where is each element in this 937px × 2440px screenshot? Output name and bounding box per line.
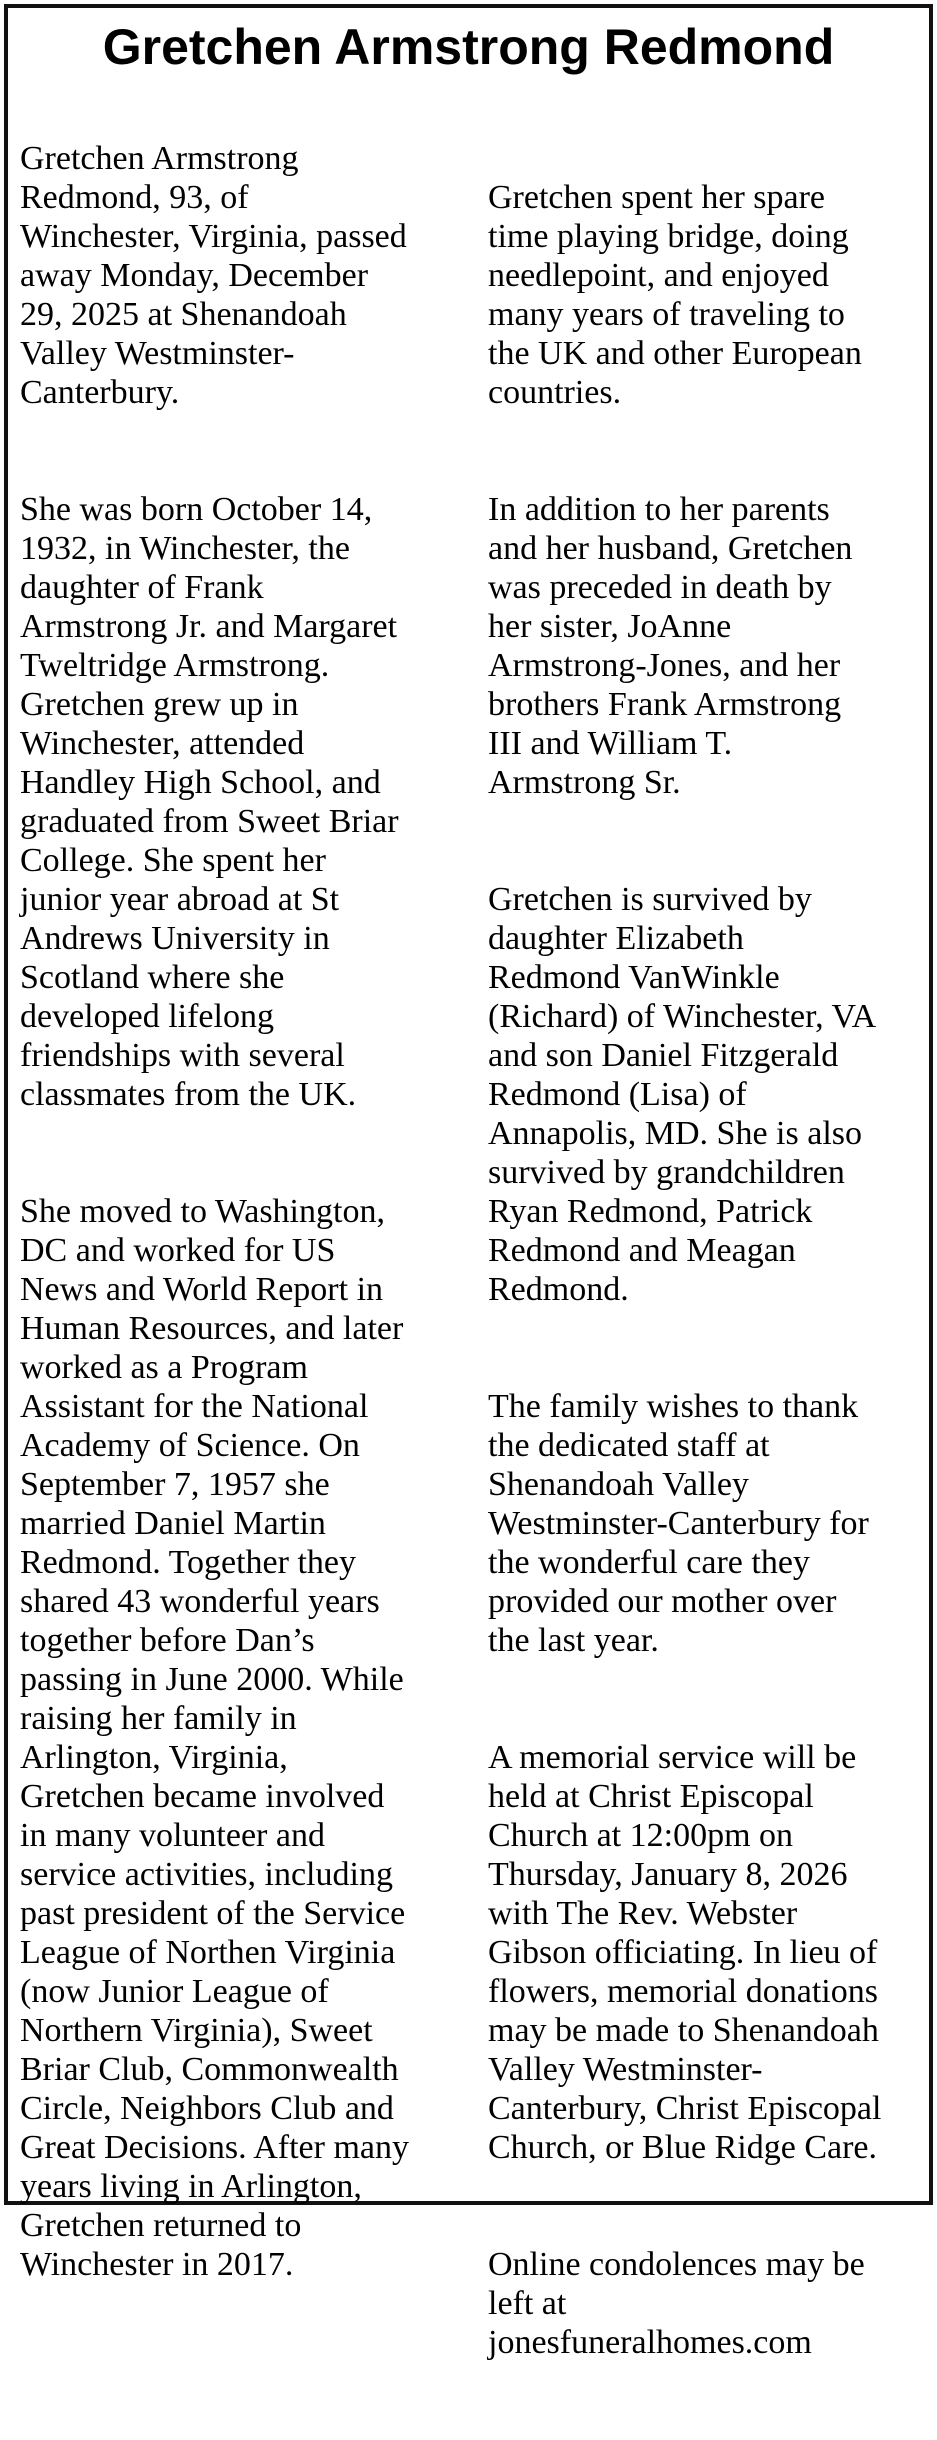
paragraph-thanks: The family wishes to thank the dedicated staff at Shenandoah Valley Westminster-Canterbury for the wonderful care they provided our mother over the last year. [488,1388,869,1659]
paragraph-preceded-in-death: In addition to her parents and her husband, Gretchen was preceded in death by her sister, JoAnne Armstrong-Jones, and her brothers Frank Armstrong III and William T. Armstrong Sr. [488,491,853,801]
right-column [488,139,926,2440]
paragraph-hobbies: Gretchen spent her spare time playing bridge, doing needlepoint, and enjoyed many years of traveling to the UK and other European countries. [488,179,862,411]
paragraph-condolences: Online condolences may be left at jonesfuneralhomes.com [488,2246,865,2361]
paragraph-early-life: She was born October 14, 1932, in Winchester, the daughter of Frank Armstrong Jr. and Margaret Tweltridge Armstrong. Gretchen grew up in Winchester, attended Handley High School, and graduated from Sweet Briar College. She spent her junior year abroad at St Andrews University in Scotland where she developed lifelong friendships with several classmates from the UK. [20,491,399,1113]
obituary-title: Gretchen Armstrong Redmond [102,19,835,75]
paragraph-death-notice: Gretchen Armstrong Redmond, 93, of Winchester, Virginia, passed away Monday, December 29, 2025 at Shenandoah Valley Westminster- Canterbury. [20,140,407,411]
obituary-frame [4,4,933,2361]
paragraph-survivors: Gretchen is survived by daughter Elizabeth Redmond VanWinkle (Richard) of Winchester, VA and son Daniel Fitzgerald Redmond (Lisa) of Annapolis, MD. She is also survived by grandchildren Ryan Redmond, Patrick Redmond and Meagan Redmond. [488,881,877,1308]
paragraph-career-family: She moved to Washington, DC and worked for US News and World Report in Human Resources, and later worked as a Program Assistant for the National Academy of Science. On September 7, 1957 she married Daniel Martin Redmond. Together they shared 43 wonderful years together before Dan’s passing in June 2000. While raising her family in Arlington, Virginia, Gretchen became involved in many volunteer and service activities, including past president of the Service League of Northen Virginia (now Junior League of Northern Virginia), Sweet Briar Club, Commonwealth Circle, Neighbors Club and Great Decisions. After many years living in Arlington, Gretchen returned to Winchester in 2017. [20,1193,409,2283]
left-column [20,100,475,2362]
paragraph-memorial-service: A memorial service will be held at Christ Episcopal Church at 12:00pm on Thursday, January 8, 2026 with The Rev. Webster Gibson officiating. In lieu of flowers, memorial donations may be made to Shenandoah Valley Westminster- Canterbury, Christ Episcopal Church, or Blue Ridge Care. [488,1739,882,2166]
